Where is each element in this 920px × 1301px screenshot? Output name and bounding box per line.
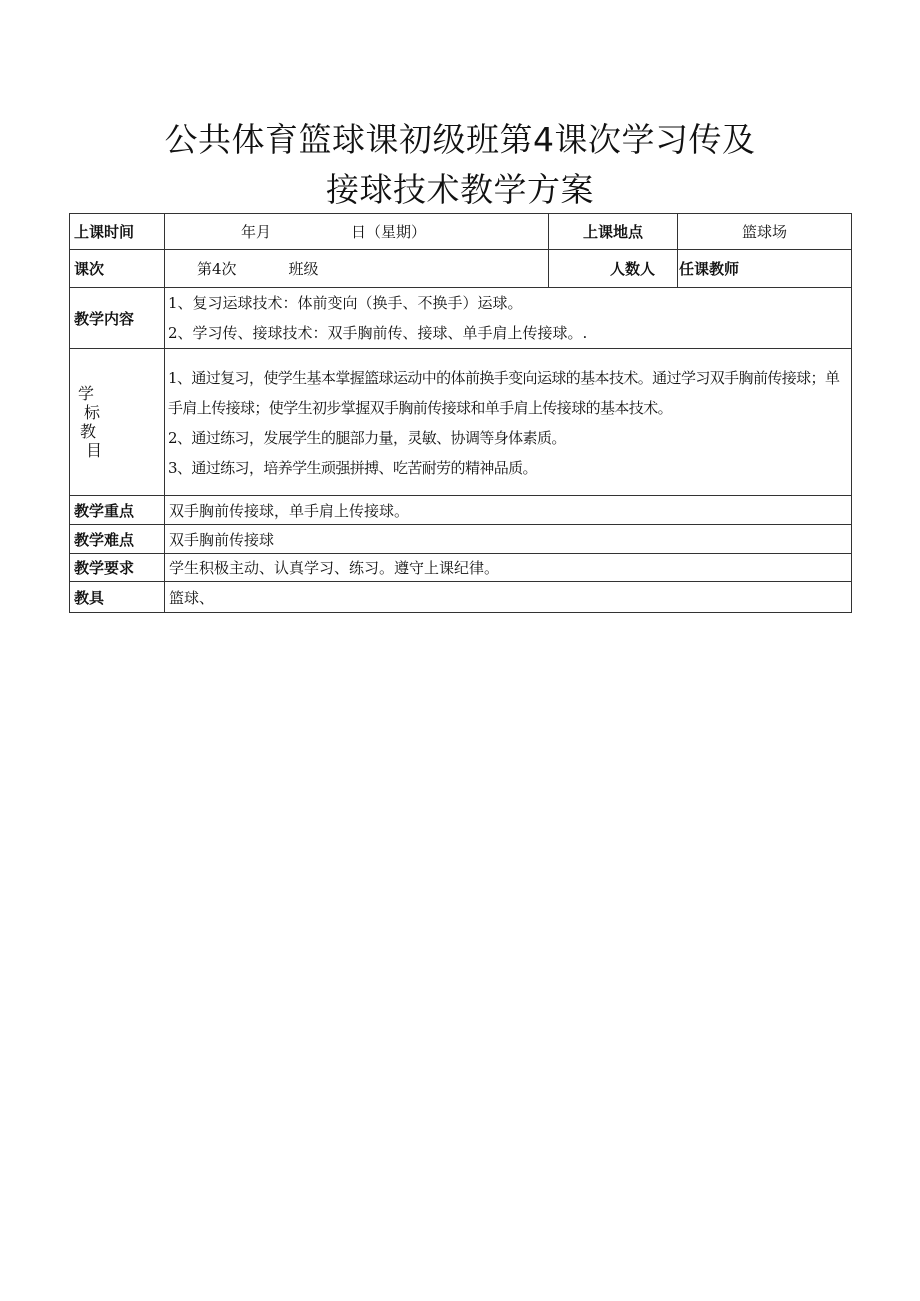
teaching-content-label: 教学内容 (70, 288, 165, 349)
day-week-text: 日（星期） (351, 223, 427, 241)
requirements-label: 教学要求 (70, 554, 165, 582)
class-group-label: 班级 (288, 260, 319, 278)
key-points-value: 双手胸前传接球，单手肩上传接球。 (165, 496, 852, 525)
equipment-label: 教具 (70, 582, 165, 613)
class-time-value (165, 214, 549, 250)
learning-goals-value (165, 349, 852, 496)
goal-label-char-2: 标 (84, 403, 101, 422)
goal-line-2: 2、通过练习，发展学生的腿部力量，灵敏、协调等身体素质。 (168, 429, 566, 447)
teacher-label: 任课教师 (678, 250, 852, 288)
lesson-plan-table (69, 213, 852, 613)
difficulty-label: 教学难点 (70, 525, 165, 554)
goal-label-char-4: 目 (86, 441, 103, 460)
row-teaching-content (70, 288, 852, 349)
row-requirements (70, 554, 852, 582)
content-line-2: 2、学习传、接球技术：双手胸前传、接球、单手肩上传接球。. (168, 324, 588, 342)
goal-line-3: 3、通过练习，培养学生顽强拼搏、吃苦耐劳的精神品质。 (168, 459, 537, 477)
year-month-text: 年月 (241, 223, 272, 241)
document-title-line-1: 公共体育篮球课初级班第4课次学习传及 (164, 120, 756, 159)
people-count-label: 人数人 (549, 250, 678, 288)
difficulty-value: 双手胸前传接球 (165, 525, 852, 554)
goal-label-char-3: 教 (80, 422, 97, 441)
content-line-1: 1、复习运球技术：体前变向（换手、不换手）运球。 (168, 294, 523, 312)
document-title-line-2: 接球技术教学方案 (326, 170, 594, 209)
row-session (70, 250, 852, 288)
row-equipment (70, 582, 852, 613)
teaching-content-value (165, 288, 852, 349)
session-number: 第4次 (197, 260, 237, 278)
goal-label-char-1: 学 (78, 384, 95, 403)
session-value (165, 250, 549, 288)
row-learning-goals (70, 349, 852, 496)
row-class-time (70, 214, 852, 250)
class-time-label: 上课时间 (70, 214, 165, 250)
row-key-points (70, 496, 852, 525)
requirements-value: 学生积极主动、认真学习、练习。遵守上课纪律。 (165, 554, 852, 582)
equipment-value: 篮球、 (165, 582, 852, 613)
row-difficulty (70, 525, 852, 554)
session-label: 课次 (70, 250, 165, 288)
key-points-label: 教学重点 (70, 496, 165, 525)
learning-goals-label (70, 349, 165, 496)
class-place-value: 篮球场 (678, 214, 852, 250)
goal-line-1: 1、通过复习，使学生基本掌握篮球运动中的体前换手变向运球的基本技术。通过学习双手胸前传接球；单手肩上传接球；使学生初步掌握双手胸前传接球和单手肩上传接球的基本技术。 (168, 369, 840, 417)
class-place-label: 上课地点 (549, 214, 678, 250)
